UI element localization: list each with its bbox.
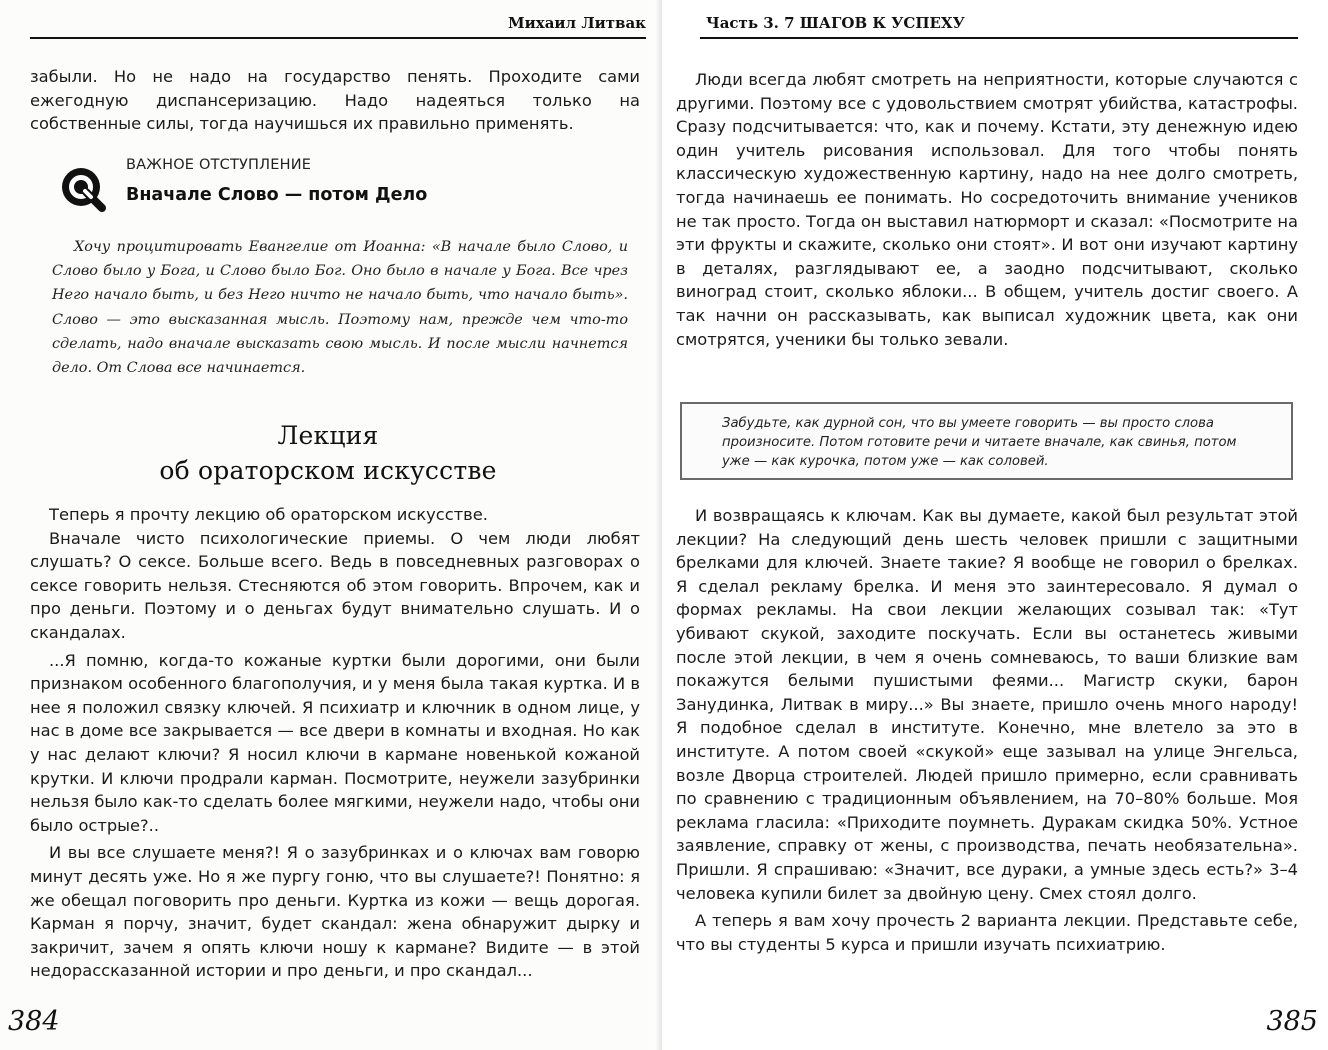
section-heading: [30, 418, 626, 488]
header-rule: [30, 37, 646, 39]
right-body-top: [676, 68, 1298, 351]
digression-label: ВАЖНОЕ ОТСТУПЛЕНИЕ: [126, 157, 312, 173]
page-number: 385: [1266, 1006, 1318, 1037]
text-paragraph: Люди всегда любят смотреть на неприятности, которые случаются с другими. Поэтому все с удовольствием смотрят убийства, катастрофы. Сразу подсчитывается: что, как и почему. Кстати, эту денежную идею один учитель рисования использовал. Для того чтобы понять классическую художественную картину, надо на нее долго смотреть, тогда начинаешь ее понимать. Но сосредоточить внимание учеников не так просто. Тогда он выставил натюрморт и сказал: «Посмотрите на эти фрукты и скажите, сколько они стоят». И вот они изучают картину в деталях, разглядывают ее, а заодно подсчитывают, сколько виноград стоит, сколько яблоки... В общем, учитель достиг своего. А так начни он рассказывать, как выписал художник цвета, как они смотрятся, ученики бы только зевали.: [676, 70, 1298, 349]
lecture-body: [30, 503, 640, 983]
header-rule: [700, 37, 1298, 39]
text-paragraph: забыли. Но не надо на государство пенять. Проходите сами ежегодную диспансеризацию. Надо надеяться только на собственные силы, тогда научишься их правильно применять.: [30, 67, 640, 134]
text-paragraph: ...Я помню, когда-то кожаные куртки были дорогими, они были признаком особенного благополучия, и у меня была такая куртка. И в нее я положил связку ключей. Я психиатр и ключник в одном лице, у нас в доме все закрывается — все двери в комнаты и входная. Но как у нас делают ключи? Я носил ключи в кармане новенькой кожаной крутки. И ключи продрали карман. Посмотрите, неужели зазубринки нельзя было как-то сделать более мягкими, неужели надо, чтобы они было острые?..: [30, 650, 640, 835]
text-paragraph: А теперь я вам хочу прочесть 2 варианта лекции. Представьте себе, что вы студенты 5 курса и пришли изучать психиатрию.: [676, 911, 1298, 954]
section-heading-line2: об ораторском искусстве: [159, 456, 497, 485]
right-body-bottom: [676, 504, 1298, 956]
text-paragraph: Теперь я прочту лекцию об ораторском искусстве.: [49, 505, 488, 524]
digression-title: Вначале Слово — потом Дело: [126, 185, 428, 205]
text-paragraph: И вы все слушаете меня?! Я о зазубринках и о ключах вам говорю минут десять уже. Но я же пургу гоню, что вы слушаете?! Понятно: я же обещал поговорить про деньги. Куртка из кожи — вещь дорогая. Карман я порчу, значит, будет скандал: жена обнаружит дырку и закричит, зачем я опять ключи ношу к кармане? Видите — в этой недорассказанной истории и про деньги, и про скандал...: [30, 843, 640, 981]
quote-text: Хочу процитировать Евангелие от Иоанна: «В начале было Слово, и Слово было у Бога, и Слово было Бог. Оно было в начале у Бога. Все чрез Него начало быть, и без Него ничто не начало быть, что начало быть». Слово — это высказанная мысль. Поэтому нам, прежде чем что-то сделать, надо вначале высказать свою мысль. И после мысли начнется дело. От Слова все начинается.: [52, 239, 628, 377]
right-page: [662, 0, 1328, 1050]
callout-box: [680, 402, 1293, 480]
q-magnifier-icon: [60, 166, 106, 212]
page-number: 384: [8, 1006, 60, 1037]
intro-paragraph: [30, 65, 640, 136]
section-heading-line1: Лекция: [277, 421, 379, 450]
text-paragraph: И возвращаясь к ключам. Как вы думаете, какой был результат этой лекции? На следующий день шесть человек пришли с защитными брелками для ключей. Знаете такие? Я вообще не говорил о брелках. Я сделал рекламу брелка. И меня это заинтересовало. Я думал о формах рекламы. На свои лекции желающих созывал так: «Тут убивают скукой, заходите поскучать. Если вы останетесь живыми после этой лекции, в чем я очень сомневаюсь, то ваши близкие вам покажутся белыми пушистыми феями... Магистр скуки, барон Занудинка, Литвак в миру...» Вы знаете, пришло очень много народу! Я подобное сделал в институте. Конечно, мне влетело за это в институте. А потом своей «скукой» еще зазывал на улице Энгельса, возле Дворца строителей. Людей пришло примерно, если сравнивать по сравнению с традиционным объявлением, на 70–80% больше. Моя реклама гласила: «Приходите поумнеть. Дуракам скидка 50%. Устное заявление, справку от жены, с производства, печать необязательна». Пришли. Я спрашиваю: «Значит, все дураки, а умные здесь есть?» 3–4 человека купили билет за двойную цену. Смех стоял долго.: [676, 506, 1298, 903]
callout-text: Забудьте, как дурной сон, что вы умеете говорить — вы просто слова произносите. Потом готовите речи и читаете вначале, как свинья, потом уже — как курочка, потом уже — как соловей.: [722, 416, 1237, 470]
digression-quote: [52, 235, 628, 380]
running-head-author: Михаил Литвак: [508, 14, 646, 32]
running-head-chapter: Часть 3. 7 ШАГОВ К УСПЕХУ: [706, 14, 965, 32]
left-page: [0, 0, 662, 1050]
text-paragraph: Вначале чисто психологические приемы. О чем люди любят слушать? О сексе. Больше всего. Ведь в повседневных разговорах о сексе говорить нельзя. Стесняются об этом говорить. Впрочем, как и про деньги. Поэтому и о деньгах будут внимательно слушать. И о скандалах.: [30, 528, 640, 642]
